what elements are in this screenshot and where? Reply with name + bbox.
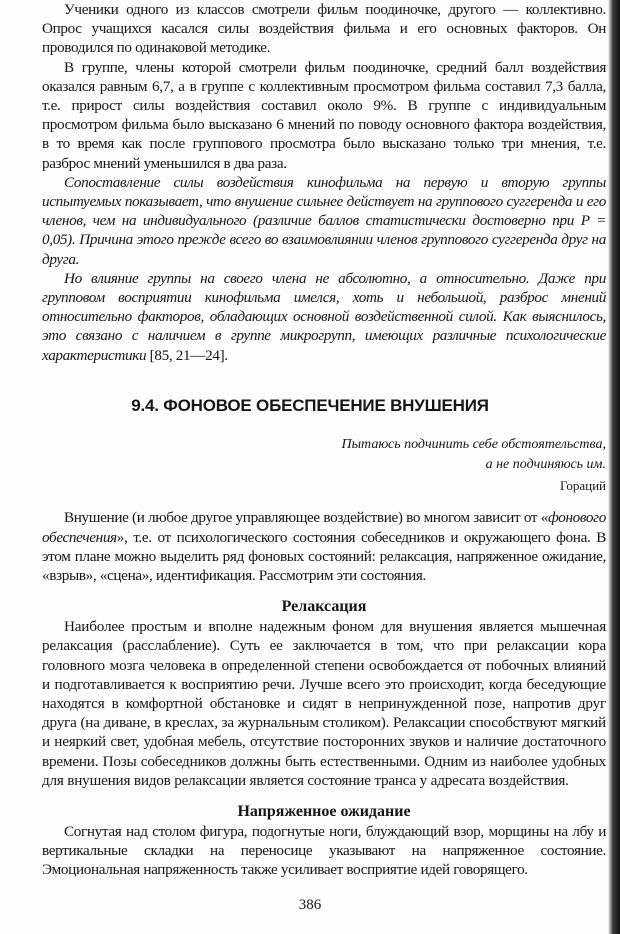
intro-paragraph [42, 508, 606, 585]
subsection-title: Релаксация [281, 598, 367, 616]
paragraph: Согнутая над столом фигура, подогнутые ноги, блуждающий взор, морщины на лбу и вертикальные складки на переносице указывают на напряженное состояние. Эмоциональная напряженность также усиливает восприятие идей говорящего. [42, 823, 606, 879]
scan-page-edge [608, 0, 620, 934]
paragraph: В группе, члены которой смотрели фильм поодиночке, средний балл воздействия оказался равным 6,7, а в группе с коллективным просмотром фильма составил 7,3 балла, т.е. прирост силы воздействия составил около 9%. В группе с индивидуальным просмотром фильма было высказано 6 мнений по поводу основного фактора воздействия, в то время как после группового просмотра было высказано только три мнения, т.е. разброс мнений уменьшился в два раза. [42, 58, 606, 172]
body-text-top [42, 0, 606, 365]
epigraph-line: Пытаюсь подчинить себе обстоятельства, [341, 436, 606, 452]
intro-italic-term: фонового обеспечения [42, 509, 606, 546]
citation-reference: [85, 21—24]. [146, 346, 228, 364]
italic-text: Но влияние группы на своего члена не абсолютно, а относительно. Даже при групповом восприятии кинофильма имелся, хоть и небольшой, разброс мнений относительно факторов, обладающих основной воздейственной силой. Как выяснилось, это связано с наличием в группе микрогрупп, имеющих различные психологические характеристики [42, 269, 606, 364]
epigraph [42, 435, 606, 497]
subsection-body [42, 822, 606, 880]
subsection-title: Напряженное ожидание [237, 803, 411, 820]
epigraph-author: Гораций [559, 477, 606, 493]
paragraph: Ученики одного из классов смотрели фильм поодиночке, другого — коллективно. Опрос учащихся касался силы воздействия фильма и его основных факторов. Он проводился по одинаковой методике. [42, 1, 606, 57]
paragraph: Наиболее простым и вполне надежным фоном для внушения является мышечная релаксация (расслабление). Суть ее заключается в том, что при релаксации кора головного мозга человека в определенной степени освобождается от побочных влияний и подготавливается к восприятию речи. Лучше всего это происходит, когда беседующие находятся в комфортной обстановке и сидят в непринужденной позе, напротив друг друга (на диване, в креслах, за журнальным столиком). Релаксации способствуют мягкий и неяркий свет, удобная мебель, отсутствие посторонних звуков и наличие достаточного времени. Позы собеседников должны быть естественными. Одним из наиболее удобных для внушения видов релаксации является состояние транса у адресата воздействия. [42, 618, 606, 789]
paragraph-italic-with-reference [42, 269, 606, 365]
subsection-body [42, 617, 606, 790]
intro-text: Внушение (и любое другое управляющее воздействие) во многом зависит от « [64, 509, 548, 527]
epigraph-line: а не подчиняюсь им. [485, 457, 606, 473]
intro-text: », т.е. от психологического состояния собеседников и окружающего фона. В этом плане можно выделить ряд фоновых состояний: релаксация, напряженное ожидание, «взрыв», «сцена», идентификация. Рассмотрим эти состояния. [42, 528, 606, 584]
page-number: 386 [298, 896, 322, 913]
paragraph-italic: Сопоставление силы воздействия кинофильма на первую и вторую группы испытуемых показывает, что внушение сильнее действует на группового суггеренда и его членов, чем на индивидуального (различие баллов статистически достоверно при P = 0,05). Причина этого прежде всего во взаимовлиянии членов группового суггеренда друг на друга. [42, 173, 606, 268]
section-title: 9.4. ФОНОВОЕ ОБЕСПЕЧЕНИЕ ВНУШЕНИЯ [131, 395, 489, 415]
intro-block [42, 508, 606, 585]
